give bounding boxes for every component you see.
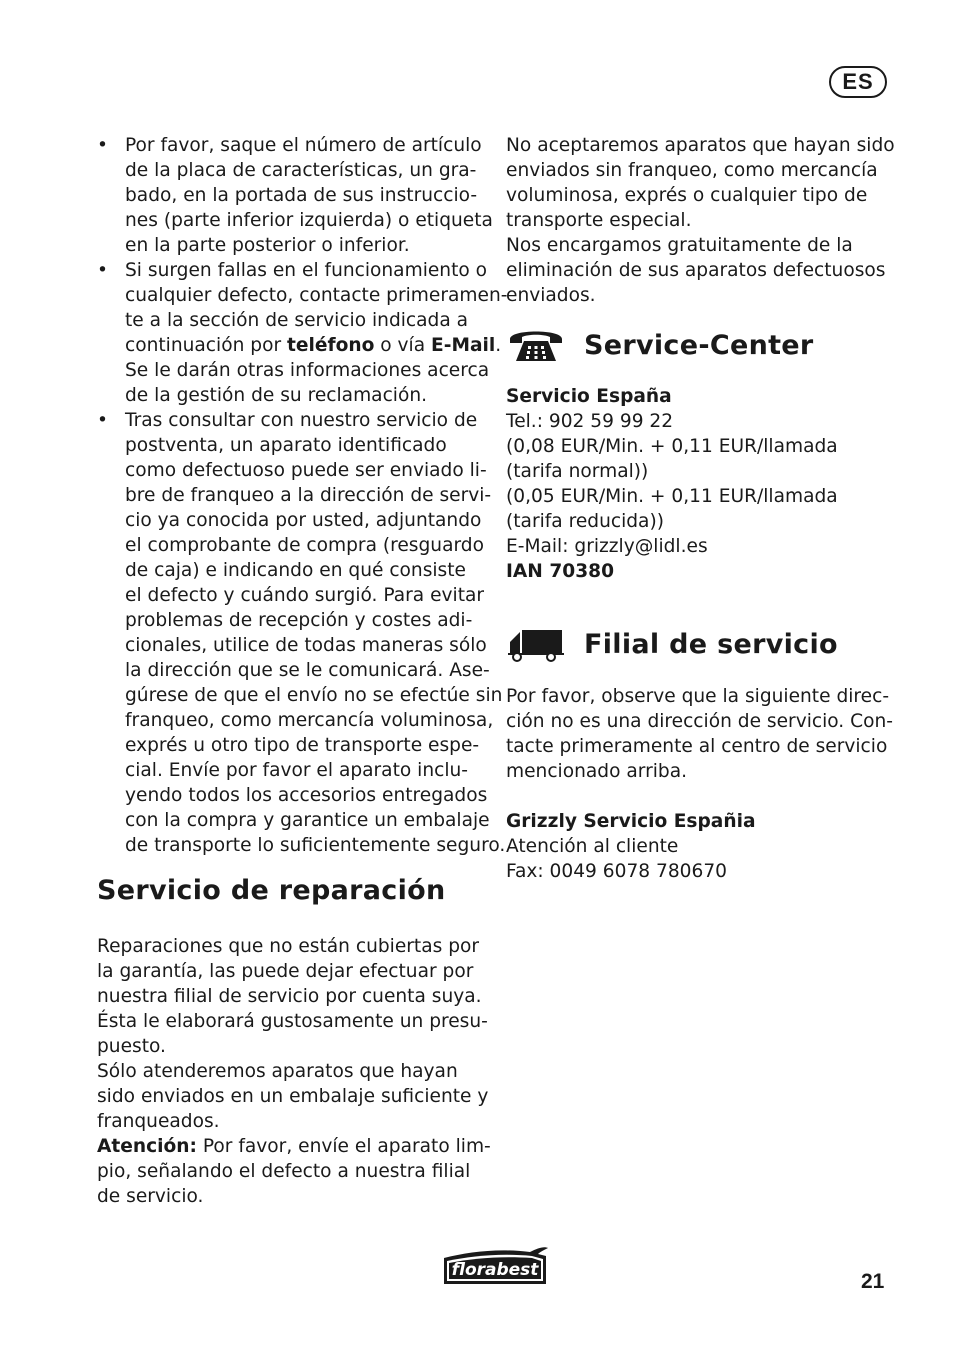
text-line: bado, en la portada de sus instruccio- [125, 185, 478, 206]
text-line: (tarifa reducida)) [506, 511, 664, 532]
text-line: (0,05 EUR/Min. + 0,11 EUR/llamada [506, 486, 838, 507]
text-line: Por favor, saque el número de artículo [125, 135, 482, 156]
text-line: cio ya conocida por usted, adjuntando [125, 510, 482, 531]
text-line: la garantía, las puede dejar efectuar por [97, 961, 474, 982]
text-line: Por favor, observe que la siguiente direc- [506, 686, 890, 707]
bullet-item-shipping [97, 408, 506, 858]
text-line: enviados. [506, 285, 596, 306]
text-line: cualquier defecto, contacte primeramen- [125, 285, 508, 306]
text-line: como defectuoso puede ser enviado li- [125, 460, 487, 481]
text-line: Ésta le elaborará gustosamente un presu- [97, 1011, 488, 1032]
text-span: continuación por [125, 335, 287, 356]
repair-section-heading: Servicio de reparación [97, 875, 446, 906]
phone-emphasis: teléfono [287, 335, 375, 356]
text-line: gúrese de que el envío no se efectúe sin [125, 685, 503, 706]
text-line: Si surgen fallas en el funcionamiento o [125, 260, 488, 281]
branch-title: Filial de servicio [584, 628, 838, 660]
truck-icon [506, 624, 566, 664]
email-line: E-Mail: grizzly@lidl.es [506, 536, 708, 557]
text-line: transporte especial. [506, 210, 692, 231]
text-line: problemas de recepción y costes adi- [125, 610, 473, 631]
text-line: voluminosa, exprés o cualquier tipo de [506, 185, 868, 206]
text-line: de la placa de características, un gra- [125, 160, 477, 181]
text-span: Por favor, envíe el aparato lim- [196, 1136, 491, 1157]
text-line: (0,08 EUR/Min. + 0,11 EUR/llamada [506, 436, 838, 457]
telephone-icon [506, 325, 566, 365]
bullet-dot: • [97, 410, 108, 431]
bullet-dot: • [97, 260, 108, 281]
text-line: de la gestión de su reclamación. [125, 385, 428, 406]
page-number: 21 [861, 1270, 885, 1293]
text-line: Atención al cliente [506, 836, 679, 857]
text-line: nuestra filial de servicio por cuenta suya. [97, 986, 482, 1007]
text-line: el defecto y cuándo surgió. Para evitar [125, 585, 485, 606]
text-line: Reparaciones que no están cubiertas por [97, 936, 480, 957]
right-column-intro [506, 133, 901, 308]
text-line: en la parte posterior o inferior. [125, 235, 410, 256]
florabest-logo [438, 1244, 552, 1290]
contact-method-line [125, 333, 502, 358]
text-line: ción no es una dirección de servicio. Con- [506, 711, 893, 732]
service-center-heading [506, 325, 814, 365]
branch-body [506, 684, 901, 784]
bullet-dot: • [97, 135, 108, 156]
text-line: bre de franqueo a la dirección de servi- [125, 485, 492, 506]
text-line: de transporte lo suficientemente seguro. [125, 835, 506, 856]
text-line: postventa, un aparato identificado [125, 435, 447, 456]
attention-label: Atención: [97, 1136, 197, 1157]
text-line: de servicio. [97, 1186, 204, 1207]
text-line: eliminación de sus aparatos defectuosos [506, 260, 886, 281]
text-line: tacte primeramente al centro de servicio [506, 736, 888, 757]
email-emphasis: E-Mail [431, 335, 496, 356]
branch-heading [506, 624, 838, 664]
text-line: puesto. [97, 1036, 166, 1057]
attention-line [97, 1134, 491, 1159]
text-line: la dirección que se le comunicará. Ase- [125, 660, 490, 681]
text-line: Nos encargamos gratuitamente de la [506, 235, 853, 256]
logo-text: florabest [451, 1260, 539, 1280]
text-line: con la compra y garantice un embalaje [125, 810, 490, 831]
bullet-item-article-number [97, 133, 493, 258]
text-line: de caja) e indicando en qué consiste [125, 560, 466, 581]
text-span: . [495, 335, 502, 356]
text-line: Tras consultar con nuestro servicio de [125, 410, 478, 431]
branch-address [506, 809, 901, 884]
text-line: cionales, utilice de todas maneras sólo [125, 635, 487, 656]
text-line: el comprobante de compra (resguardo [125, 535, 484, 556]
service-center-body [506, 384, 901, 584]
service-center-title: Service-Center [584, 329, 814, 361]
bullet-item-contact-service [97, 258, 508, 408]
text-line: franqueo, como mercancía voluminosa, [125, 710, 494, 731]
text-line: mencionado arriba. [506, 761, 687, 782]
text-line: pio, señalando el defecto a nuestra filial [97, 1161, 471, 1182]
text-line: sido enviados en un embalaje suficiente y [97, 1086, 489, 1107]
phone-line: Tel.: 902 59 99 22 [506, 411, 674, 432]
fax-line: Fax: 0049 6078 780670 [506, 861, 727, 882]
text-line: Se le darán otras informaciones acerca [125, 360, 490, 381]
text-line: franqueados. [97, 1111, 220, 1132]
ian-number: IAN 70380 [506, 561, 615, 582]
company-name: Grizzly Servicio Españia [506, 811, 756, 832]
left-column [97, 133, 508, 858]
text-line: Sólo atenderemos aparatos que hayan [97, 1061, 458, 1082]
text-line: cial. Envíe por favor el aparato inclu- [125, 760, 468, 781]
repair-section-body [97, 934, 491, 1209]
language-badge: ES [829, 66, 887, 98]
text-line: yendo todos los accesorios entregados [125, 785, 488, 806]
text-line: enviados sin franqueo, como mercancía [506, 160, 878, 181]
text-span: o vía [374, 335, 432, 356]
text-line: te a la sección de servicio indicada a [125, 310, 469, 331]
text-line: nes (parte inferior izquierda) o etiqueta [125, 210, 493, 231]
text-line: No aceptaremos aparatos que hayan sido [506, 135, 895, 156]
text-line: exprés u otro tipo de transporte espe- [125, 735, 480, 756]
text-line: (tarifa normal)) [506, 461, 649, 482]
service-name: Servicio España [506, 386, 672, 407]
